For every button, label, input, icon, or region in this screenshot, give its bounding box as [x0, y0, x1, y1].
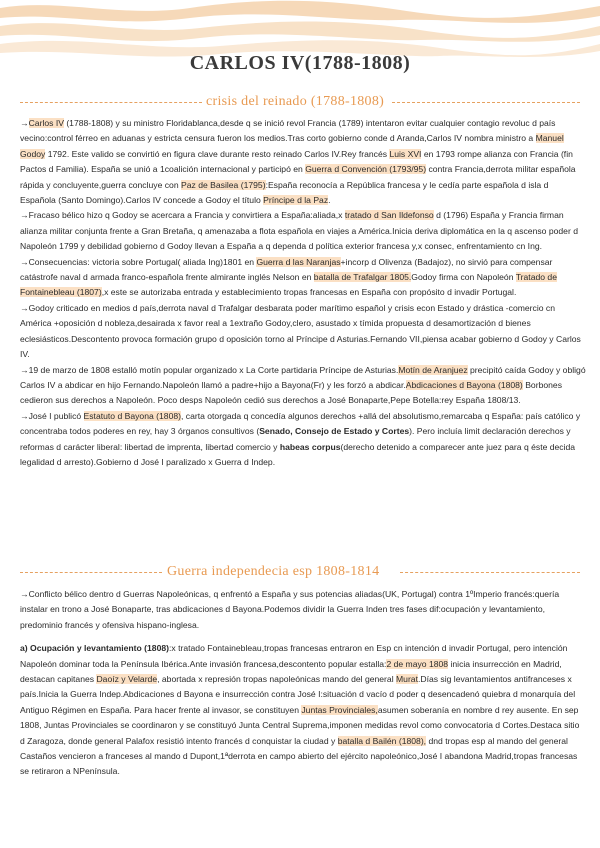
section-header-guerra: [20, 564, 580, 580]
paragraph-6: →José I publicó Estatuto d Bayona (1808), carta otorgada q concedía algunos derechos +allá del absolutismo,remarcaba q España: país católico y concentraba todos poderes en rey, hay 3 órganos consultivos (Senado, Consejo de Estado y Cortes). Pero incluía limit declaración derechos y reformas d carácter liberal: libertad de imprenta, libertad comercio y habeas corpus(derecho detenido a comparecer ante juez para q éste decida legalidad d arresto).Gobierno d José I paralizado x Guerra d Indep.: [20, 410, 581, 467]
paragraph-1: →Carlos IV (1788-1808) y su ministro Floridablanca,desde q se inició revol Francia (1789) intentaron evitar cualquier contagio revoluc d país vecino:control férreo en aduanas y estricta censura fueron los medios.Tras corto gobierno conde d Aranda,Carlos IV nombra ministro a Manuel Godoy 1792. Este valido se convirtió en figura clave durante resto reinado Carlos IV.Rey francés Luis XVI en 1793 rompe alianza con Francia (fin Pactos d Familia). España se unió a 1coalición internacional y participó en Guerra d Convención (1793/95) contra Francia,derrota militar española rápida y concluyente,guerra concluye con Paz de Basilea (1795):España reconocía a República francesa y le cedía parte española d isla d Española (Santo Domingo).Carlos IV concede a Godoy el título Príncipe d la Paz.: [20, 118, 576, 206]
decorative-waves: [0, 0, 600, 95]
section-header-crisis: [20, 94, 580, 110]
page-title: CARLOS IV(1788-1808): [189, 52, 411, 74]
section-title-guerra: Guerra independecia esp 1808-1814: [167, 564, 380, 579]
section-body-crisis: [20, 116, 586, 470]
paragraph-3: →Consecuencias: victoria sobre Portugal( aliada Ing)1801 en Guerra d las Naranjas+incorp d Olivenza (Badajoz), no sirvió para compensar catástrofe naval d armada franco-española frente almirante inglés Nelson en batalla de Trafalgar 1805.Godoy firma con Napoleón Tratado de Fontainebleau (1807),x este se autorizaba entrada y establecimiento tropas francesas en España con propósito d invadir Portugal.: [20, 256, 557, 298]
section-body-guerra: [20, 587, 586, 780]
paragraph-2: →Fracaso bélico hizo q Godoy se acercara a Francia y convirtiera a España:aliada,x tratado d San Ildefonso d (1796) España y Francia firman alianza militar conjunta frente a Gran Bretaña, q amenazaba a flota española en viajes a América.Inicia deriva diplomática en la q ascenso poder d Napoleón 1799 y debilidad gobierno d Godoy llevan a España a q dependa d política exterior francesa y,x consec, enfrentamiento cn Ing.: [20, 210, 578, 252]
paragraph-7: →Conflicto bélico dentro d Guerras Napoleónicas, q enfrentó a España y sus potencias aliadas(UK, Portugal) contra 1ºImperio francés:quería instalar en trono a José Bonaparte, tras abdicaciones d Bayona.Podemos dividir la Guerra Inden tres fases dif:ocupación y levantamiento, predominio francés y ofensiva hispano-inglesa.: [20, 589, 560, 630]
paragraph-4: →Godoy criticado en medios d país,derrota naval d Trafalgar desbarata poder marítimo español y crisis econ Estado y drástica -comercio cn América +oposición d nobleza,desairada x favor real a 1extraño Godoy,clero, asustado x tímida propuesta d desamortización d bienes eclesiásticos.Descontento provoca formación grupo d oposición torno al Príncipe d Asturias.Fernando VII,piensa acabar gobierno d Godoy y Carlos IV.: [20, 302, 581, 360]
section-title-crisis: crisis del reinado (1788-1808): [206, 94, 385, 109]
paragraph-5: →19 de marzo de 1808 estalló motín popular organizado x La Corte partidaria Príncipe de Asturias.Motín de Aranjuez precipitó caída Godoy y obligó Carlos IV a abdicar en hijo Fernando.Napoleón llamó a padre+hijo a Bayona(Fr) y les forzó a abdicar.Abdicaciones d Bayona (1808) Borbones cedieron sus derechos a Napoleón. Poco desps Napoleón cedió sus derechos a José Bonaparte,Pepe Botella:rey España 1808/13.: [20, 364, 586, 406]
paragraph-8: a) Ocupación y levantamiento (1808):x tratado Fontainebleau,tropas francesas entraron en Esp cn intención d invadir Portugal, pero intención Napoleón dominar toda la Península Ibérica.Ante invasión francesa,descontento popular estalla:2 de mayo 1808 inicia insurrección en Madrid, destacan capitanes Daoíz y Velarde, abortada x represión tropas napoleónicas mando del general Murat.Días sig levantamientos antifranceses x país.Inicia la Guerra Indep.Abdicaciones d Bayona e insurrección contra José I:situación d vacío d poder q desencadenó quiebra d monarquía del Antiguo Régimen en España. Para hacer frente al invasor, se constituyen Juntas Provinciales,asumen soberanía en nombre d rey ausente. En sep 1808, Juntas Provinciales se coordinaron y se constituyó Junta Central Suprema,imponen medidas revol como convocatoria d Cortes.Destaca sitio d Zaragoza, donde general Palafox resistió intento francés d conquistar la ciudad y batalla d Bailén (1808), dnd tropas esp al mando del general Castaños vencieron a franceses al mando d Dupont,1ªderrota en campo abierto del ejército napoleónico,José I abandona Madrid,tropas francesas se retiraron a NPenínsula.: [20, 643, 580, 777]
